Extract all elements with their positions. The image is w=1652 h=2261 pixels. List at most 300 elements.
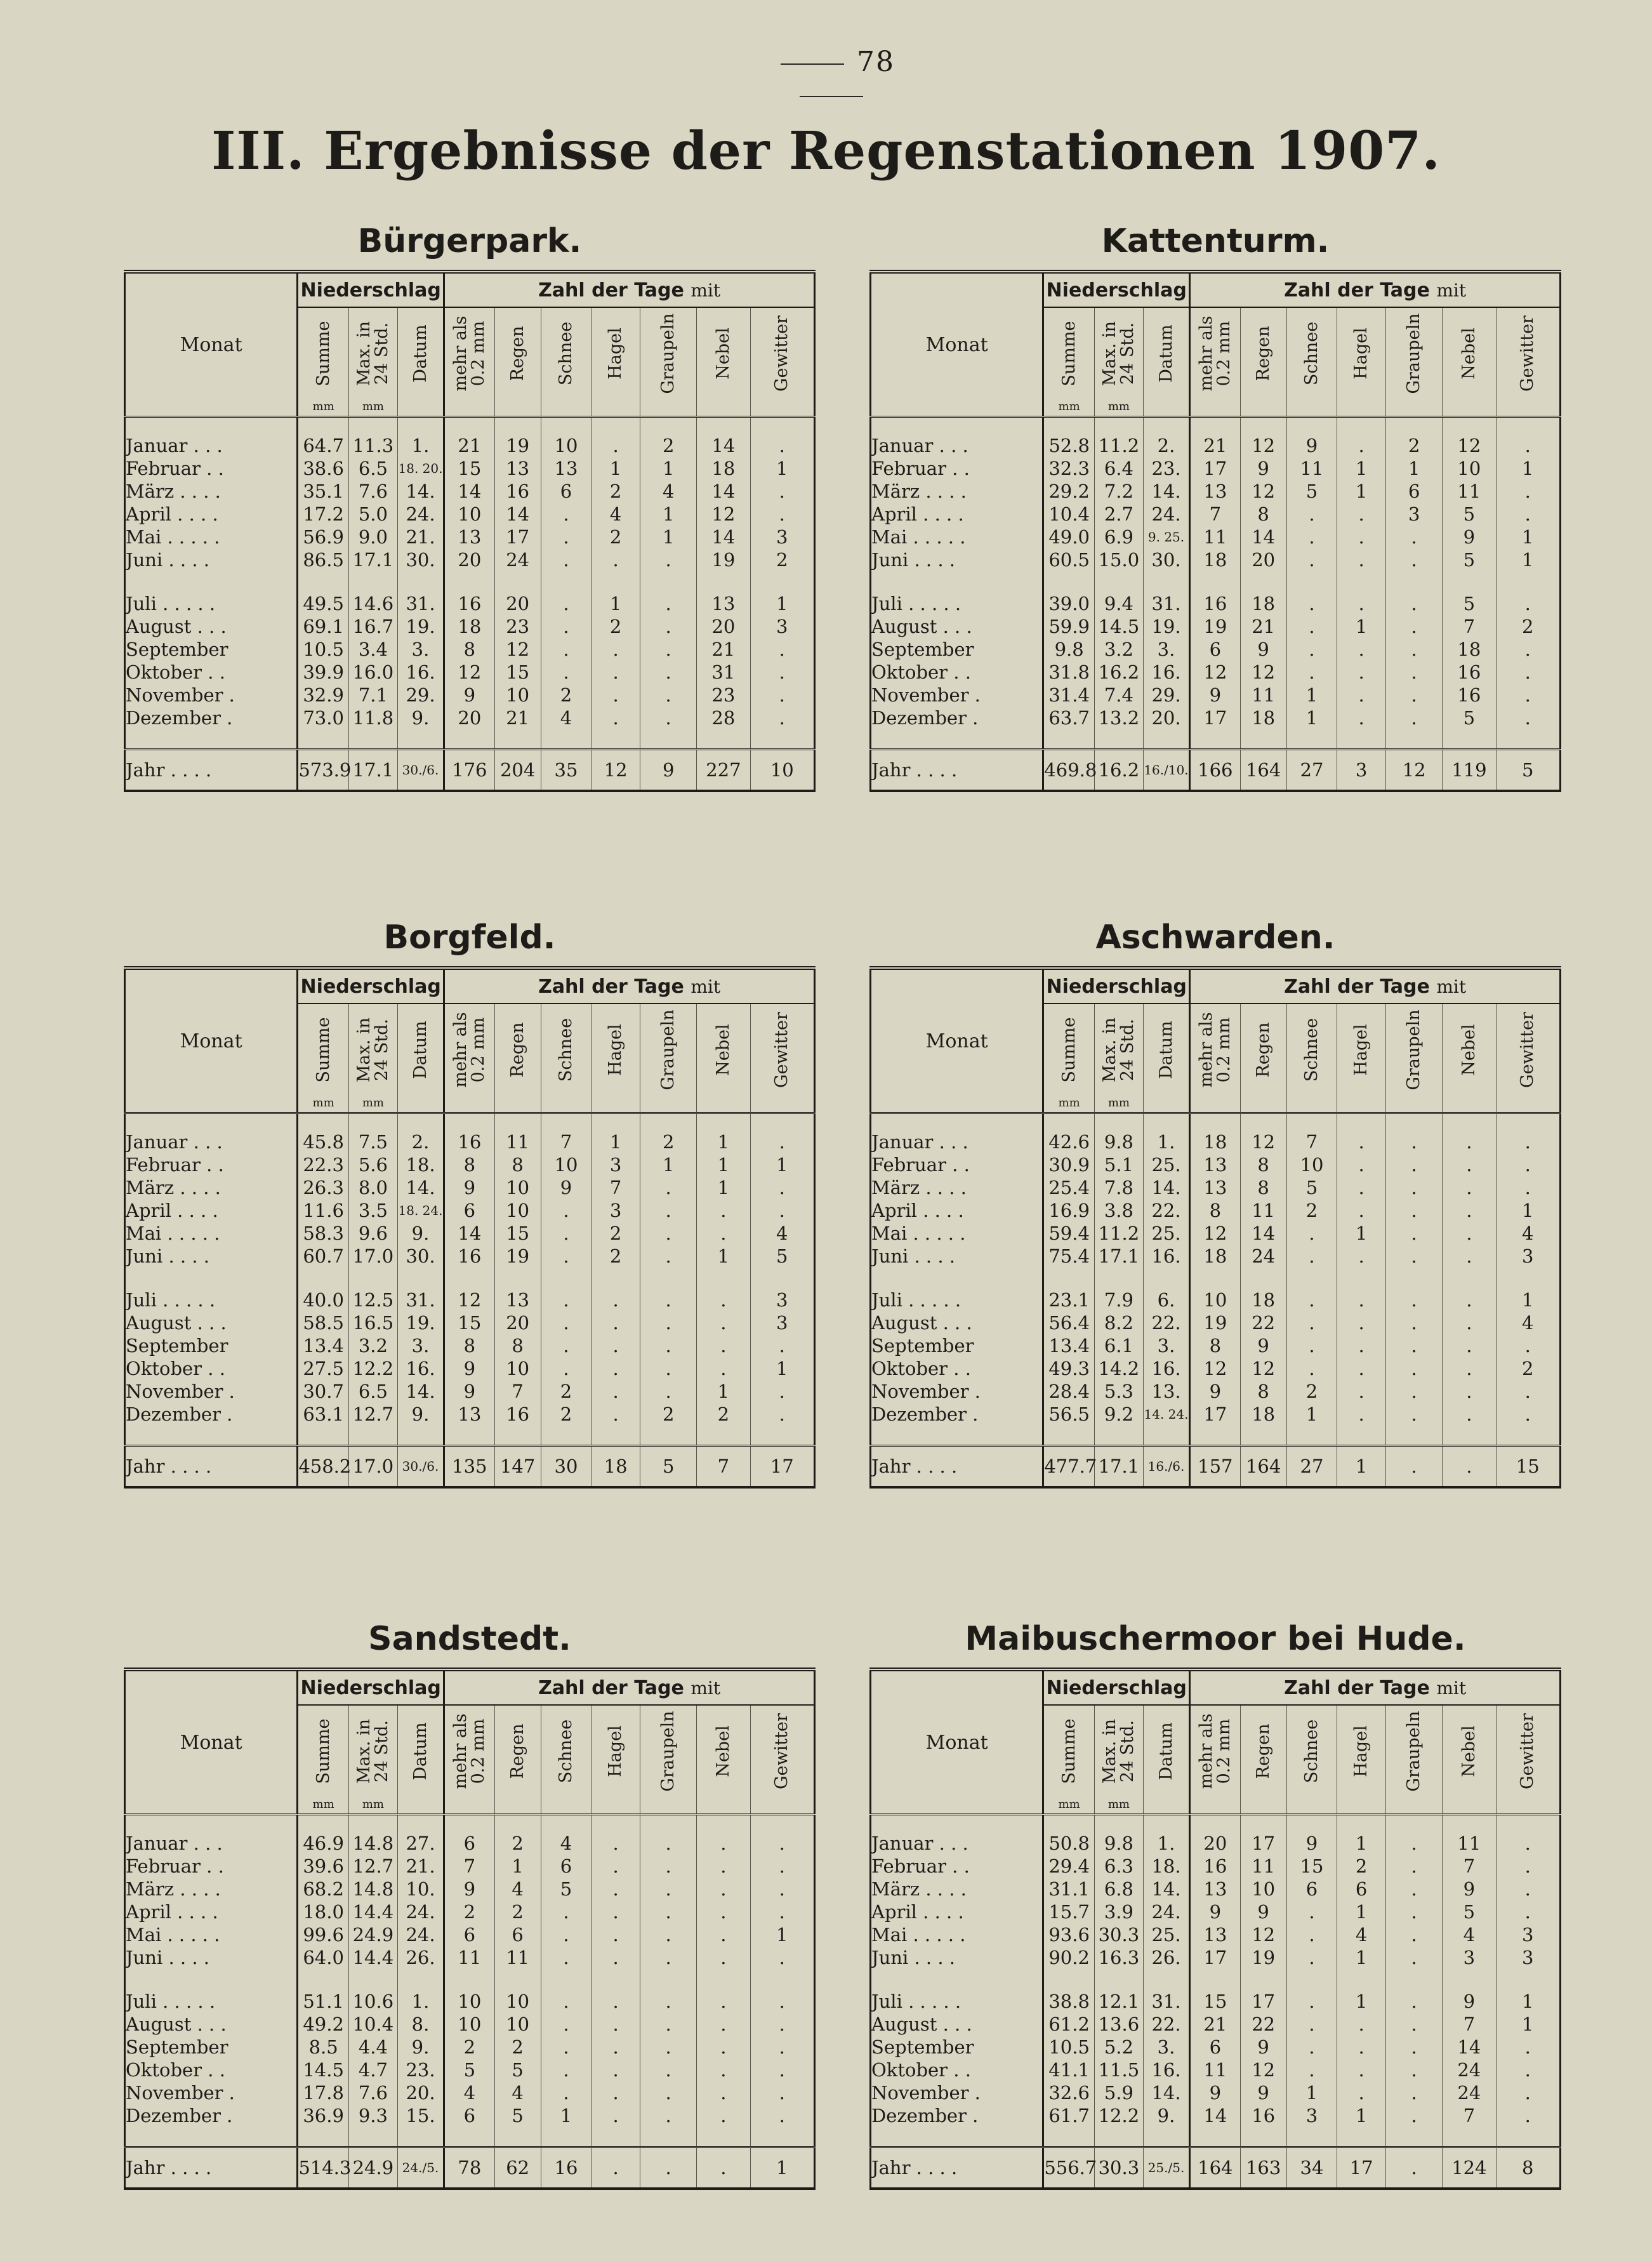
value-cell-summe: 458.2 (298, 1446, 349, 1488)
spacer-cell (871, 1426, 1043, 1446)
col-datum-label: Datum (1156, 324, 1176, 383)
table-row (871, 1832, 1561, 1855)
table-row (871, 2059, 1561, 2081)
spacer-cell (1043, 1969, 1095, 1990)
month-cell: März . . . . (871, 481, 967, 502)
value-cell-gewitter: . (1496, 480, 1561, 503)
value-cell-graupeln: 3 (1386, 503, 1443, 526)
spacer-cell (1043, 729, 1095, 750)
value-cell-max: 11.2 (1094, 434, 1143, 457)
value-cell-nebel: . (697, 1832, 750, 1855)
value-cell-graupeln: . (1386, 1176, 1443, 1199)
total-row (871, 2147, 1561, 2189)
value-cell-schnee: 1 (1286, 684, 1337, 706)
header-mit: mit (1436, 279, 1467, 301)
value-cell-nebel: 5 (1443, 503, 1496, 526)
col-mehr-als-label: mehr als 0.2 mm (450, 315, 488, 392)
spacer-cell (697, 1268, 750, 1289)
value-cell-summe: 75.4 (1043, 1245, 1095, 1268)
value-cell-mehr: 10 (444, 1990, 494, 2013)
value-cell-graupeln: . (1386, 2104, 1443, 2127)
month-cell: Januar . . . (871, 1131, 968, 1153)
col-mehr-als (444, 1705, 494, 1815)
value-cell-nebel: 31 (697, 661, 750, 684)
value-cell-regen: 13 (494, 457, 541, 480)
value-cell-graupeln: 1 (1386, 457, 1443, 480)
month-cell: Juni . . . . (871, 1245, 956, 1267)
spacer-cell (541, 1113, 591, 1131)
value-cell-hagel: . (591, 2036, 640, 2059)
value-cell-gewitter: . (750, 1380, 815, 1403)
value-cell-gewitter: 2 (750, 548, 815, 571)
value-cell-datum: 21. (397, 1855, 444, 1878)
value-cell-mehr: 8 (1190, 1334, 1240, 1357)
value-cell-gewitter: . (1496, 1176, 1561, 1199)
table-row (125, 2013, 815, 2036)
month-cell: November . (126, 2082, 235, 2104)
value-cell-gewitter: 8 (1496, 2147, 1561, 2189)
value-cell-summe: 27.5 (298, 1357, 349, 1380)
value-cell-nebel: 2 (697, 1403, 750, 1426)
value-cell-regen: 12 (1240, 434, 1286, 457)
value-cell-hagel: . (1337, 1289, 1386, 1311)
spacer-cell (750, 417, 815, 435)
spacer-cell (1443, 2127, 1496, 2147)
value-cell-hagel: 17 (1337, 2147, 1386, 2189)
spacer-cell (640, 1815, 697, 1833)
value-cell-regen: 14 (1240, 526, 1286, 548)
value-cell-nebel: 227 (697, 750, 750, 792)
spacer-cell (1190, 729, 1240, 750)
value-cell-max: 6.8 (1094, 1878, 1143, 1900)
value-cell-graupeln: 9 (640, 750, 697, 792)
header-zahl-der-tage-label: Zahl der Tage (538, 975, 691, 998)
spacer-cell (871, 1815, 1043, 1833)
header-month: Monat (125, 272, 298, 417)
value-cell-datum: 22. (1143, 1199, 1189, 1222)
table-row (871, 1923, 1561, 1946)
month-cell: Juni . . . . (126, 549, 210, 571)
month-cell: Jahr . . . . (125, 750, 298, 792)
value-cell-gewitter: 1 (750, 592, 815, 615)
spacer-cell (298, 1268, 349, 1289)
value-cell-mehr: 20 (444, 706, 494, 729)
value-cell-schnee: . (541, 548, 591, 571)
spacer-cell (640, 2127, 697, 2147)
spacer-cell (697, 1426, 750, 1446)
value-cell-regen: 9 (1240, 1334, 1286, 1357)
value-cell-datum: 19. (397, 615, 444, 638)
value-cell-graupeln: . (640, 1380, 697, 1403)
value-cell-graupeln: . (1386, 706, 1443, 729)
spacer-cell (1143, 729, 1189, 750)
value-cell-summe: 556.7 (1043, 2147, 1095, 2189)
spacer-cell (871, 1113, 1043, 1131)
value-cell-regen: 5 (494, 2059, 541, 2081)
value-cell-nebel: . (697, 2059, 750, 2081)
spacer-cell (591, 729, 640, 750)
value-cell-max: 14.5 (1094, 615, 1143, 638)
station-block (869, 213, 1561, 792)
value-cell-mehr: 13 (1190, 1176, 1240, 1199)
table-row (125, 480, 815, 503)
value-cell-schnee: . (541, 1311, 591, 1334)
value-cell-graupeln: 4 (640, 480, 697, 503)
table-row (125, 1199, 815, 1222)
value-cell-max: 6.1 (1094, 1334, 1143, 1357)
value-cell-nebel: . (1443, 1176, 1496, 1199)
value-cell-datum: 30./6. (397, 1446, 444, 1488)
value-cell-mehr: 14 (444, 1222, 494, 1245)
value-cell-regen: 8 (1240, 503, 1286, 526)
spacer-cell (444, 571, 494, 592)
value-cell-regen: 8 (1240, 1380, 1286, 1403)
month-cell: März . . . . (871, 1878, 967, 1900)
spacer-cell (541, 729, 591, 750)
value-cell-nebel: 28 (697, 706, 750, 729)
table-row (125, 684, 815, 706)
value-cell-graupeln: . (1386, 1222, 1443, 1245)
spacer-cell (1143, 1969, 1189, 1990)
value-cell-max: 7.2 (1094, 480, 1143, 503)
value-cell-schnee: 27 (1286, 750, 1337, 792)
table-row (871, 2036, 1561, 2059)
spacer-cell (348, 1268, 397, 1289)
value-cell-summe: 31.4 (1043, 684, 1095, 706)
table-row (871, 2081, 1561, 2104)
value-cell-max: 12.2 (1094, 2104, 1143, 2127)
col-summe-unit: mm (1058, 400, 1080, 413)
spacer-cell (541, 1969, 591, 1990)
value-cell-datum: 23. (1143, 457, 1189, 480)
value-cell-nebel: . (1443, 1153, 1496, 1176)
value-cell-graupeln: . (1386, 526, 1443, 548)
value-cell-nebel: 20 (697, 615, 750, 638)
month-cell: Januar . . . (871, 1833, 968, 1854)
value-cell-graupeln: . (1386, 1923, 1443, 1946)
value-cell-gewitter: 3 (1496, 1245, 1561, 1268)
spacer-cell (1240, 2127, 1286, 2147)
value-cell-summe: 73.0 (298, 706, 349, 729)
value-cell-gewitter: . (1496, 2036, 1561, 2059)
value-cell-schnee: . (541, 1923, 591, 1946)
value-cell-schnee: 6 (1286, 1878, 1337, 1900)
value-cell-max: 11.5 (1094, 2059, 1143, 2081)
month-cell: Juli . . . . . (126, 1289, 216, 1311)
value-cell-summe: 58.5 (298, 1311, 349, 1334)
table-row (871, 1153, 1561, 1176)
col-mehr-als (1190, 1705, 1240, 1815)
value-cell-regen: 18 (1240, 592, 1286, 615)
table-row (125, 1357, 815, 1380)
value-cell-schnee: . (1286, 1990, 1337, 2013)
value-cell-summe: 11.6 (298, 1199, 349, 1222)
table-row (125, 1245, 815, 1268)
station-block (124, 213, 816, 792)
col-regen-label: Regen (507, 1022, 527, 1078)
col-schnee-label: Schnee (555, 1719, 576, 1784)
spacer-cell (1240, 417, 1286, 435)
value-cell-max: 30.3 (1094, 1923, 1143, 1946)
col-summe-label: Summe (1059, 1718, 1079, 1784)
spacer-cell (1443, 1268, 1496, 1289)
value-cell-regen: 5 (494, 2104, 541, 2127)
value-cell-nebel: 16 (1443, 684, 1496, 706)
value-cell-nebel: 7 (1443, 2104, 1496, 2127)
station-block (124, 909, 816, 1489)
month-cell: Februar . . (871, 1154, 970, 1176)
spacer-cell (1496, 1815, 1561, 1833)
value-cell-datum: 3. (1143, 2036, 1189, 2059)
value-cell-max: 17.0 (348, 1245, 397, 1268)
value-cell-mehr: 18 (444, 615, 494, 638)
col-max-24h (348, 307, 397, 417)
value-cell-max: 3.5 (348, 1199, 397, 1222)
value-cell-max: 16.0 (348, 661, 397, 684)
value-cell-mehr: 15 (444, 1311, 494, 1334)
table-row (125, 526, 815, 548)
value-cell-summe: 49.0 (1043, 526, 1095, 548)
value-cell-graupeln: 2 (640, 1130, 697, 1153)
value-cell-schnee: . (541, 592, 591, 615)
value-cell-regen: 17 (1240, 1990, 1286, 2013)
value-cell-gewitter: . (1496, 1130, 1561, 1153)
spacer-cell (1190, 1969, 1240, 1990)
value-cell-hagel: . (591, 1357, 640, 1380)
value-cell-gewitter: . (750, 1855, 815, 1878)
value-cell-schnee: 6 (541, 480, 591, 503)
value-cell-hagel: . (1337, 1334, 1386, 1357)
table-row (871, 1245, 1561, 1268)
spacer-cell (1496, 1969, 1561, 1990)
month-cell: Februar . . (871, 458, 970, 479)
spacer-cell (750, 2127, 815, 2147)
month-cell: März . . . . (126, 1878, 221, 1900)
value-cell-gewitter: 1 (1496, 1199, 1561, 1222)
value-cell-max: 16.2 (1094, 750, 1143, 792)
value-cell-mehr: 9 (444, 684, 494, 706)
value-cell-mehr: 11 (444, 1946, 494, 1969)
value-cell-nebel: 9 (1443, 1990, 1496, 2013)
month-cell: August . . . (126, 616, 227, 637)
value-cell-regen: 10 (494, 2013, 541, 2036)
spacer-cell (1286, 1815, 1337, 1833)
table-row (871, 1946, 1561, 1969)
value-cell-graupeln: . (1386, 1334, 1443, 1357)
spacer-cell (1043, 571, 1095, 592)
value-cell-nebel: 24 (1443, 2059, 1496, 2081)
value-cell-summe: 514.3 (298, 2147, 349, 2189)
value-cell-gewitter: 15 (1496, 1446, 1561, 1488)
month-cell: Februar . . (126, 458, 224, 479)
value-cell-regen: 8 (494, 1334, 541, 1357)
value-cell-gewitter: 1 (1496, 1990, 1561, 2013)
header-mit: mit (691, 279, 721, 301)
month-cell: Dezember . (126, 1403, 233, 1425)
month-cell: Februar . . (871, 1855, 970, 1877)
spacer-cell (1043, 417, 1095, 435)
value-cell-mehr: 6 (1190, 2036, 1240, 2059)
table-row (125, 1946, 815, 1969)
value-cell-datum: 26. (397, 1946, 444, 1969)
value-cell-gewitter: . (750, 1334, 815, 1357)
col-summe-unit: mm (312, 400, 334, 413)
value-cell-summe: 52.8 (1043, 434, 1095, 457)
spacer-cell (640, 417, 697, 435)
value-cell-schnee: 6 (541, 1855, 591, 1878)
value-cell-mehr: 8 (444, 1334, 494, 1357)
value-cell-gewitter: . (750, 2081, 815, 2104)
value-cell-graupeln: 5 (640, 1446, 697, 1488)
value-cell-datum: 18. (1143, 1855, 1189, 1878)
value-cell-hagel: 1 (1337, 615, 1386, 638)
spacer-cell (1286, 571, 1337, 592)
spacer-cell (1190, 1268, 1240, 1289)
value-cell-schnee: . (541, 2036, 591, 2059)
value-cell-schnee: . (1286, 638, 1337, 661)
value-cell-max: 7.5 (348, 1130, 397, 1153)
value-cell-datum: 31. (397, 1289, 444, 1311)
value-cell-regen: 11 (1240, 684, 1286, 706)
value-cell-mehr: 164 (1190, 2147, 1240, 2189)
value-cell-schnee: . (541, 2013, 591, 2036)
value-cell-nebel: . (1443, 1245, 1496, 1268)
spacer-cell (1386, 1268, 1443, 1289)
value-cell-nebel: . (1443, 1130, 1496, 1153)
spacer-cell (697, 417, 750, 435)
spacer-cell (1386, 1426, 1443, 1446)
value-cell-max: 6.5 (348, 1380, 397, 1403)
value-cell-datum: 8. (397, 2013, 444, 2036)
value-cell-summe: 469.8 (1043, 750, 1095, 792)
value-cell-nebel: 1 (697, 1380, 750, 1403)
col-mehr-als (1190, 1004, 1240, 1113)
value-cell-mehr: 4 (444, 2081, 494, 2104)
value-cell-datum: 14. (397, 1176, 444, 1199)
header-niederschlag: Niederschlag (298, 968, 444, 1004)
value-cell-summe: 26.3 (298, 1176, 349, 1199)
value-cell-hagel: . (591, 638, 640, 661)
value-cell-hagel: . (1337, 706, 1386, 729)
spacer-cell (298, 2127, 349, 2147)
value-cell-nebel: . (697, 1990, 750, 2013)
table-row (871, 2104, 1561, 2127)
value-cell-nebel: . (697, 2036, 750, 2059)
month-cell: November . (126, 1381, 235, 1402)
month-cell: Dezember . (126, 2105, 233, 2126)
spacer-cell (1386, 729, 1443, 750)
spacer-cell (1143, 1815, 1189, 1833)
col-datum (1143, 1004, 1189, 1113)
value-cell-graupeln: . (640, 1832, 697, 1855)
value-cell-mehr: 2 (444, 1900, 494, 1923)
spacer-cell (125, 729, 298, 750)
value-cell-nebel: 7 (697, 1446, 750, 1488)
value-cell-hagel: . (591, 2013, 640, 2036)
value-cell-hagel: . (591, 2104, 640, 2127)
value-cell-mehr: 11 (1190, 526, 1240, 548)
col-gewitter (1496, 1004, 1561, 1113)
value-cell-hagel: . (1337, 1153, 1386, 1176)
value-cell-hagel: 1 (1337, 457, 1386, 480)
value-cell-regen: 1 (494, 1855, 541, 1878)
col-max-24h-label: Max. in 24 Std. (1099, 321, 1137, 387)
value-cell-max: 15.0 (1094, 548, 1143, 571)
table-row (125, 457, 815, 480)
col-gewitter-label: Gewitter (1517, 1012, 1538, 1088)
spacer-cell (591, 1426, 640, 1446)
month-cell: Januar . . . (871, 435, 968, 456)
value-cell-summe: 59.9 (1043, 615, 1095, 638)
value-cell-hagel: 1 (1337, 1900, 1386, 1923)
month-cell: Oktober . . (871, 661, 971, 683)
value-cell-max: 5.9 (1094, 2081, 1143, 2104)
col-schnee (1286, 1705, 1337, 1815)
value-cell-hagel: . (1337, 2036, 1386, 2059)
value-cell-graupeln: . (1386, 592, 1443, 615)
value-cell-nebel: . (1443, 1311, 1496, 1334)
col-summe-label: Summe (1059, 321, 1079, 387)
value-cell-regen: 8 (494, 1153, 541, 1176)
value-cell-hagel: . (1337, 1130, 1386, 1153)
value-cell-datum: 23. (397, 2059, 444, 2081)
col-max-24h-label: Max. in 24 Std. (1099, 1718, 1137, 1784)
value-cell-nebel: 5 (1443, 592, 1496, 615)
value-cell-max: 9.3 (348, 2104, 397, 2127)
value-cell-max: 10.4 (348, 2013, 397, 2036)
station-title: Kattenturm. (1101, 222, 1330, 260)
month-cell: Dezember . (871, 1403, 979, 1425)
value-cell-nebel: . (697, 2013, 750, 2036)
value-cell-regen: 164 (1240, 750, 1286, 792)
spacer-cell (1094, 1969, 1143, 1990)
value-cell-regen: 17 (494, 526, 541, 548)
value-cell-summe: 38.6 (298, 457, 349, 480)
value-cell-datum: 15. (397, 2104, 444, 2127)
value-cell-schnee: 5 (1286, 1176, 1337, 1199)
value-cell-schnee: 10 (541, 1153, 591, 1176)
col-regen-label: Regen (507, 326, 527, 381)
value-cell-gewitter: 17 (750, 1446, 815, 1488)
value-cell-schnee: . (541, 1334, 591, 1357)
col-max-24h-label: Max. in 24 Std. (354, 321, 392, 387)
value-cell-nebel: 9 (1443, 526, 1496, 548)
value-cell-graupeln: . (640, 1855, 697, 1878)
value-cell-mehr: 9 (444, 1357, 494, 1380)
value-cell-max: 17.1 (348, 750, 397, 792)
value-cell-max: 7.1 (348, 684, 397, 706)
station-block (869, 1610, 1561, 2190)
spacer-cell (1443, 729, 1496, 750)
spacer-cell (1240, 1268, 1286, 1289)
value-cell-schnee: . (1286, 1222, 1337, 1245)
table-row (125, 1403, 815, 1426)
value-cell-gewitter: . (750, 1946, 815, 1969)
value-cell-max: 7.6 (348, 2081, 397, 2104)
value-cell-nebel: 9 (1443, 1878, 1496, 1900)
month-cell: Januar . . . (126, 1131, 223, 1153)
value-cell-mehr: 13 (1190, 480, 1240, 503)
month-cell: Juli . . . . . (871, 1991, 961, 2012)
value-cell-summe: 32.6 (1043, 2081, 1095, 2104)
spacer-cell (1094, 729, 1143, 750)
value-cell-max: 5.6 (348, 1153, 397, 1176)
value-cell-gewitter: 1 (750, 1357, 815, 1380)
value-cell-regen: 10 (494, 1176, 541, 1199)
month-cell: März . . . . (126, 1177, 221, 1198)
col-gewitter-label: Gewitter (772, 1713, 792, 1789)
value-cell-regen: 18 (1240, 706, 1286, 729)
